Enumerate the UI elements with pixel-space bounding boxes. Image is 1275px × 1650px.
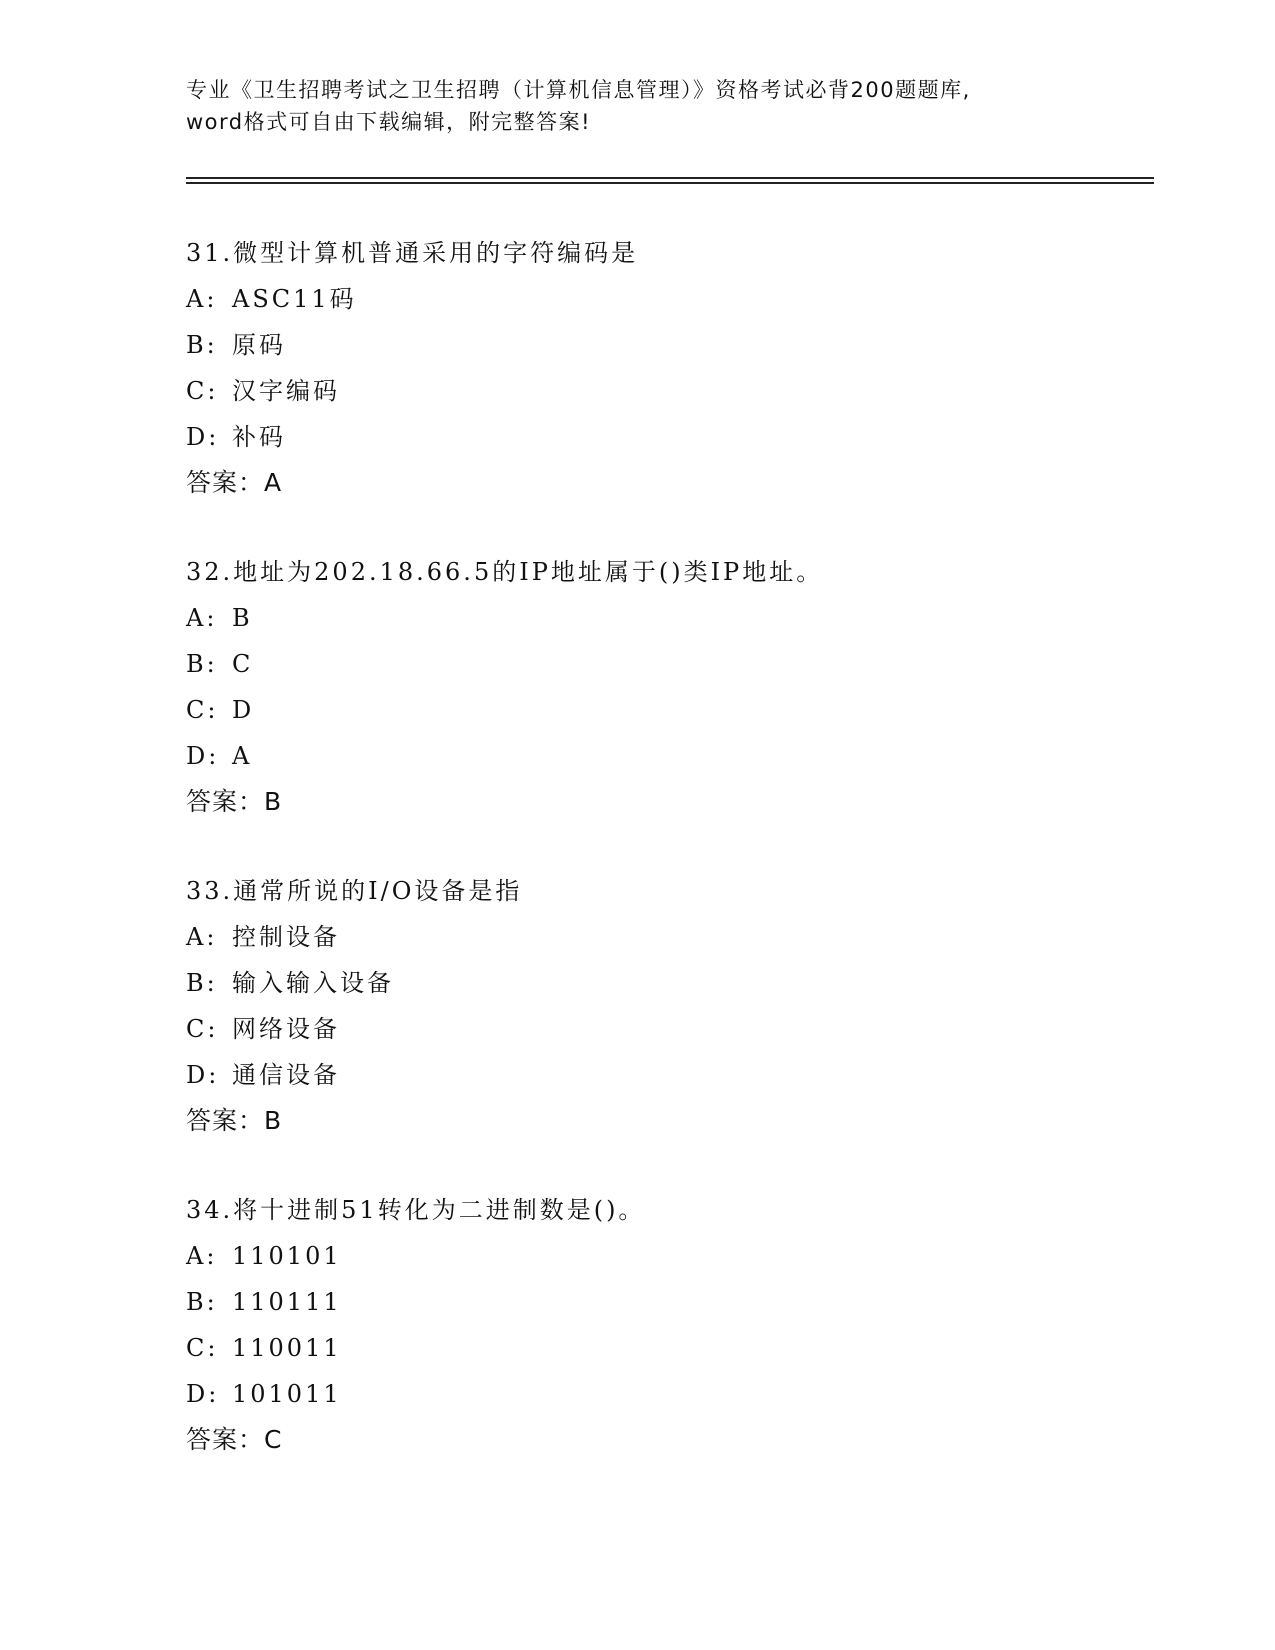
option-b (186, 649, 1166, 695)
option-text: 101011 (232, 1380, 342, 1408)
option-label: B: (186, 331, 218, 359)
option-c (186, 1333, 1166, 1379)
option-text: 补码 (232, 423, 286, 451)
option-b (186, 1287, 1166, 1333)
option-text: B (232, 604, 253, 632)
option-text: 110111 (232, 1288, 342, 1316)
question-33 (186, 876, 1166, 1136)
option-a (186, 603, 1166, 649)
option-d (186, 1379, 1166, 1425)
option-b (186, 968, 1166, 1014)
header-title-line-2: word格式可自由下载编辑，附完整答案! (186, 110, 592, 134)
question-text: 32.地址为202.18.66.5的IP地址属于()类IP地址。 (186, 558, 824, 586)
option-a (186, 922, 1166, 968)
option-label: A: (186, 604, 218, 632)
option-label: C: (186, 1334, 219, 1362)
option-text: 110101 (232, 1242, 342, 1270)
option-b (186, 330, 1166, 376)
question-34 (186, 1195, 1166, 1455)
option-a (186, 284, 1166, 330)
option-a (186, 1241, 1166, 1287)
answer-line: 答案：C (186, 1425, 283, 1454)
option-text: 网络设备 (232, 1015, 340, 1043)
option-text: D (232, 696, 255, 724)
option-text: 通信设备 (232, 1061, 340, 1089)
option-label: C: (186, 696, 219, 724)
option-label: A: (186, 285, 218, 313)
option-d (186, 741, 1166, 787)
option-label: B: (186, 1288, 218, 1316)
option-label: C: (186, 377, 219, 405)
option-label: D: (186, 1380, 220, 1408)
option-label: B: (186, 969, 218, 997)
option-c (186, 376, 1166, 422)
option-text: 控制设备 (232, 923, 340, 951)
option-text: 汉字编码 (232, 377, 340, 405)
option-c (186, 695, 1166, 741)
question-text: 33.通常所说的I/O设备是指 (186, 877, 523, 905)
option-text: 原码 (232, 331, 286, 359)
option-label: D: (186, 423, 220, 451)
header-divider-top (186, 177, 1154, 179)
option-text: A (232, 742, 253, 770)
question-32 (186, 557, 1166, 817)
header-divider-bottom (186, 182, 1154, 184)
option-c (186, 1014, 1166, 1060)
option-text: ASC11码 (232, 285, 357, 313)
option-text: C (232, 650, 254, 678)
option-label: A: (186, 923, 218, 951)
header-title-line-1: 专业《卫生招聘考试之卫生招聘（计算机信息管理）》资格考试必背200题题库, (186, 78, 971, 102)
option-label: D: (186, 742, 220, 770)
option-text: 110011 (232, 1334, 342, 1362)
option-text: 输入输入设备 (232, 969, 394, 997)
question-text: 34.将十进制51转化为二进制数是()。 (186, 1196, 646, 1224)
document-header (186, 74, 1086, 138)
option-label: C: (186, 1015, 219, 1043)
answer-line: 答案：B (186, 1106, 283, 1135)
option-label: D: (186, 1061, 220, 1089)
answer-line: 答案：B (186, 787, 283, 816)
option-label: A: (186, 1242, 218, 1270)
option-label: B: (186, 650, 218, 678)
answer-line: 答案：A (186, 468, 283, 497)
question-text: 31.微型计算机普通采用的字符编码是 (186, 239, 639, 267)
option-d (186, 422, 1166, 468)
question-31 (186, 238, 1166, 498)
option-d (186, 1060, 1166, 1106)
